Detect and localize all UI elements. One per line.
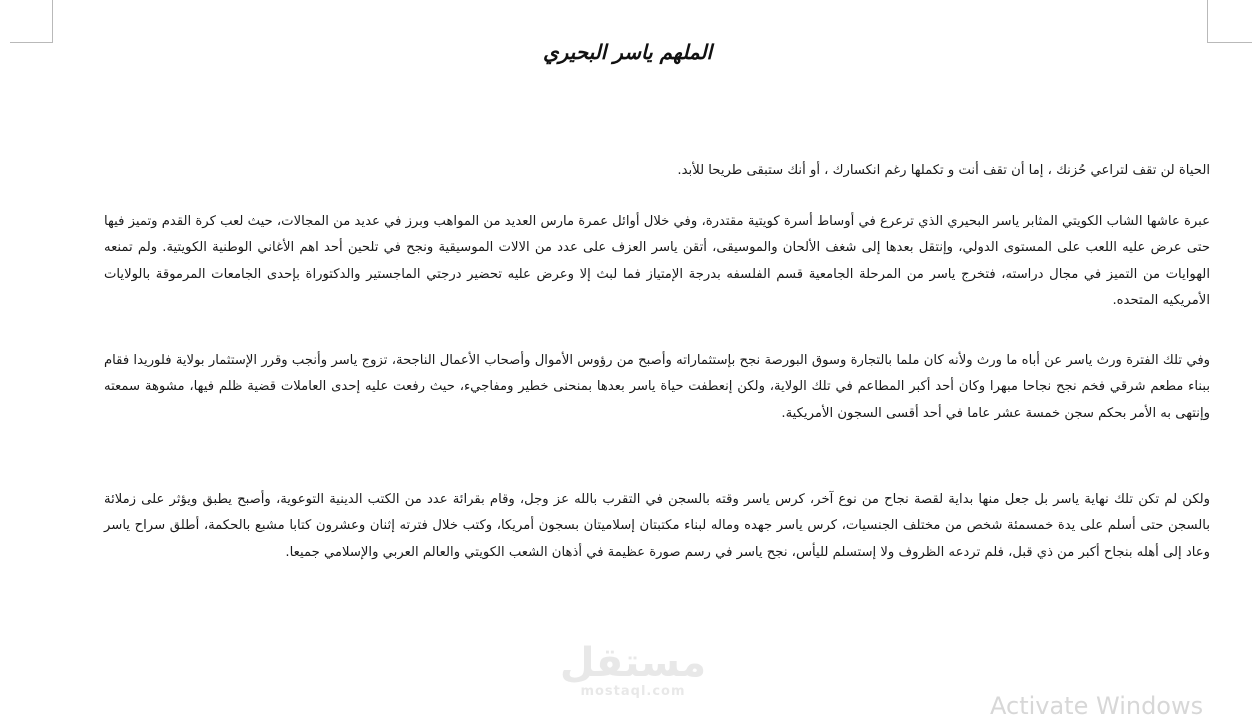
paragraph-1-text[interactable]: الحياة لن تقف لتراعي حُزنك ، إما أن تقف أنت و تكملها رغم انكسارك ، أو أنك ستبقى طريحا للأبد. [677,163,1210,178]
paragraph-4[interactable] [104,487,1210,566]
watermark-logo-arabic: مستقل [559,640,707,686]
document-title[interactable]: الملهم ياسر البحيري [542,40,713,64]
paragraph-3-text[interactable]: وفي تلك الفترة ورث ياسر عن أباه ما ورث ولأنه كان ملما بالتجارة وسوق البورصة نجح بإستثماراته وأصبح من رؤوس الأموال وأصحاب الأعمال الناجحة، تزوج ياسر وأنجب وقرر الإستثمار بولاية فلوريدا فقام ببناء مطعم شرقي فخم نجح نجاحا مبهرا وكان أحد أكبر المطاعم في تلك الولاية، ولكن إنعطفت حياة ياسر بعدها بمنحنى خطير ومفاجيء، حيث رفعت عليه إحدى العاملات قضية ظلم فيها، مشوهة سمعته وإنتهى به الأمر بحكم سجن خمسة عشر عاما في أحد أقسى السجون الأمريكية. [104,353,1210,421]
mostaql-watermark-logo [548,640,718,708]
paragraph-1[interactable] [104,158,1210,184]
paragraph-4-text[interactable]: ولكن لم تكن تلك نهاية ياسر بل جعل منها بداية لقصة نجاح من نوع آخر، كرس ياسر وقته بالسجن في التقرب بالله عز وجل، وقام بقرائة عدد من الكتب الدينية التوعوية، وأصبح يطبق ويؤثر على زملائة بالسجن حتى أسلم على يدة خمسمئة شخص من مختلف الجنسيات، كرس ياسر جهده وماله لبناء مكتبتان إسلاميتان بسجون أمريكا، وكتب خلال فترته إثنان وعشرون كتابا مشبع بالحكمة، أطلق سراح ياسر وعاد إلى أهله بنجاح أكبر من ذي قبل، فلم تردعه الظروف ولا إستسلم لليأس، نجح ياسر في رسم صورة عظيمة في أذهان الشعب الكويتي والعالم العربي والإسلامي جميعا. [104,492,1210,560]
paragraph-2-text[interactable]: عبرة عاشها الشاب الكويتي المثابر ياسر البحيري الذي ترعرع في أوساط أسرة كويتية مقتدرة، وفي خلال أوائل عمرة مارس العديد من المواهب وبرز في عديد من المجالات، حيث لعب كرة القدم وتميز فيها حتى عرض عليه اللعب على المستوى الدولي، وإنتقل بعدها إلى شغف الألحان والموسيقى، أتقن ياسر العزف على عدد من الالات الموسيقية ونجح في تلحين أحد اهم الأغاني الوطنية الكويتية. ولم تمنعه الهوايات من التميز في مجال دراسته، فتخرج ياسر من المرحلة الجامعية قسم الفلسفه بدرجة الإمتياز فما لبث إلا وعرض عليه تحضير درجتي الماجستير والدكتوراة بإحدى الجامعات المرموقة بالولايات الأمريكيه المتحده. [104,214,1210,308]
page-corner-mark-left [10,0,53,43]
activate-windows-notice: Activate Windows [990,692,1204,720]
page-corner-mark-right [1207,0,1252,43]
watermark-logo-latin: mostaql.com [580,684,686,699]
paragraph-3[interactable] [104,348,1210,427]
paragraph-2[interactable] [104,209,1210,314]
